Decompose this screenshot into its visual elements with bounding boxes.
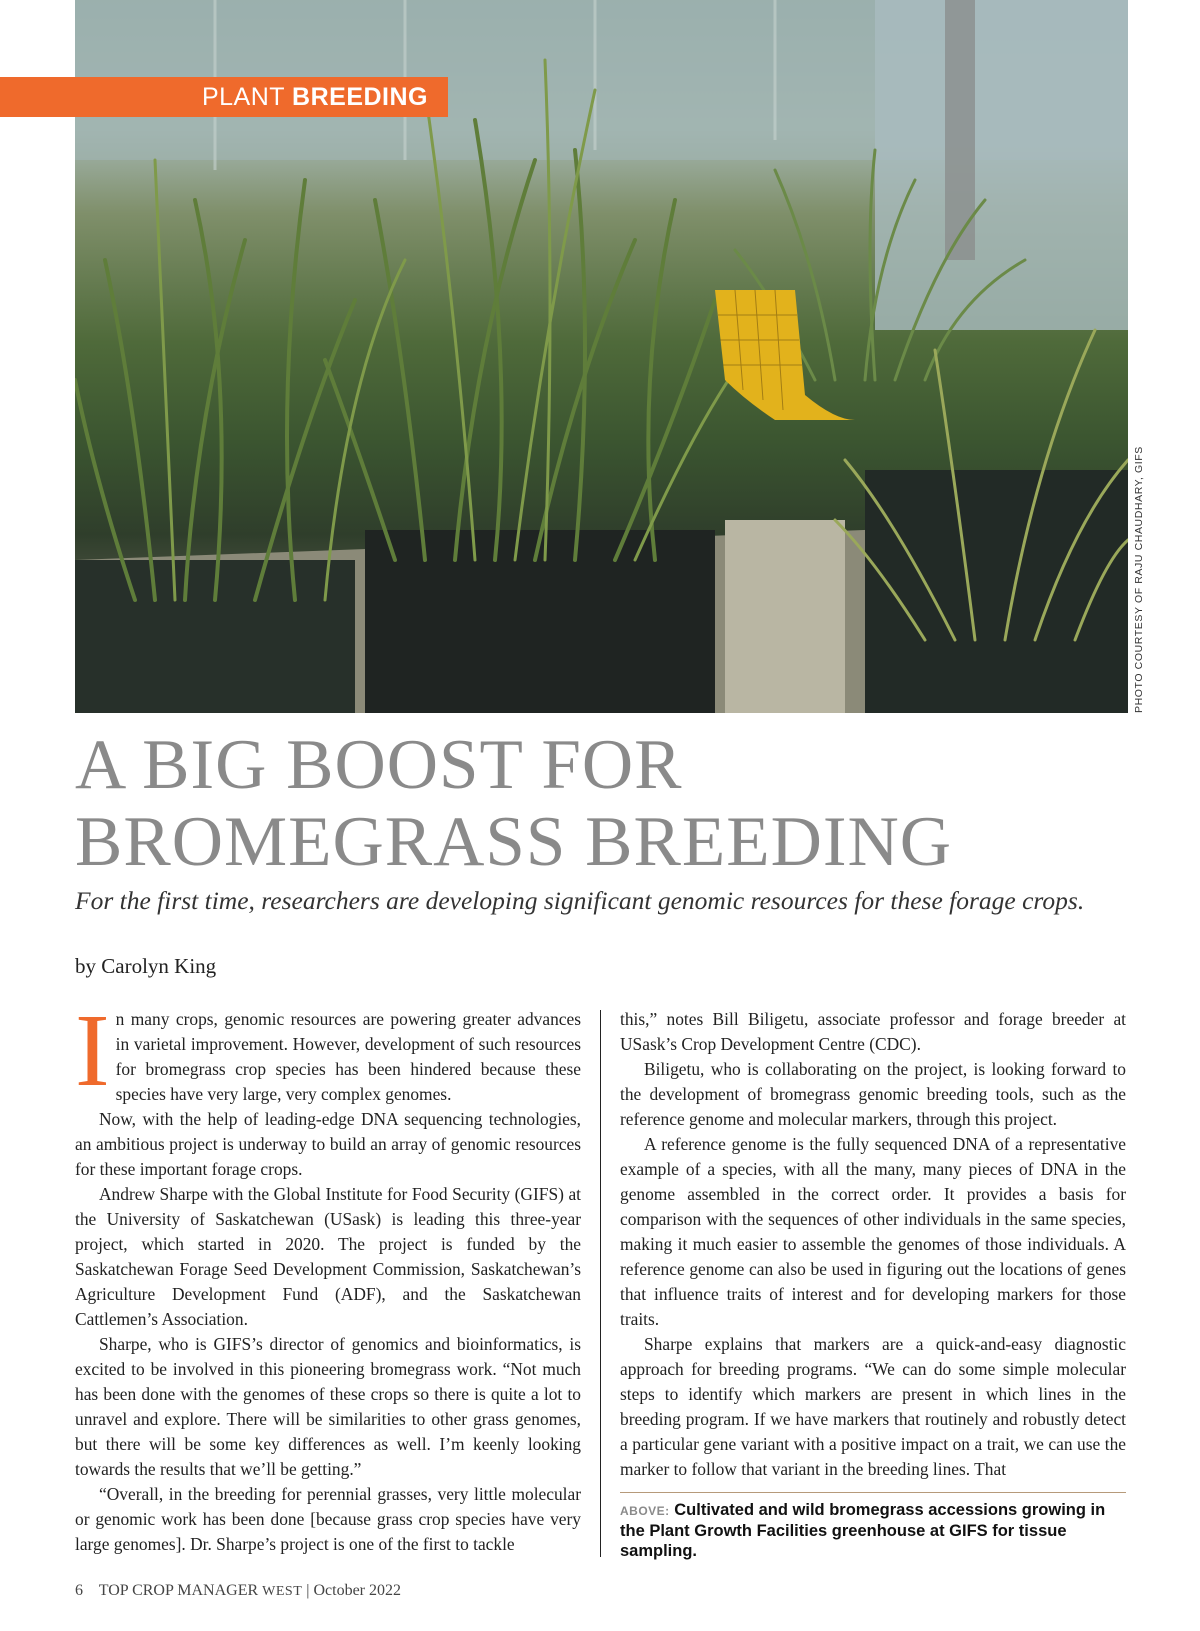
paragraph: Sharpe, who is GIFS’s director of genomics and bioinformatics, is excited to be involved in this pioneering bromegrass work. “Not much has been done with the genomes of these crops so there is quite a lot to unravel and explore. There will be similarities to other grass genomes, but there will be some key differences as well. I’m keenly looking towards the results that we’ll be getting.” bbox=[75, 1334, 581, 1479]
caption-text: Cultivated and wild bromegrass accessions growing in the Plant Growth Facilities greenhouse at GIFS for tissue sampling. bbox=[620, 1501, 1106, 1560]
section-tag-emphasis: BREEDING bbox=[292, 82, 428, 111]
page-number: 6 bbox=[75, 1582, 83, 1599]
paragraph: Biligetu, who is collaborating on the project, is looking forward to the development of bromegrass genomic breeding tools, such as the reference genome and molecular markers, through this project. bbox=[620, 1059, 1126, 1129]
photo-caption bbox=[620, 1500, 1126, 1561]
paragraph bbox=[75, 993, 581, 1108]
magazine-edition: WEST bbox=[262, 1584, 303, 1599]
article-subtitle: For the first time, researchers are developing significant genomic resources for these forage crops. bbox=[75, 886, 1085, 915]
issue-date: October 2022 bbox=[313, 1582, 401, 1599]
paragraph: A reference genome is the fully sequenced DNA of a representative example of a species, with all the many, many pieces of DNA in the genome assembled in the correct order. It provides a basis for comparison with the sequences of other individuals in the same species, making it much easier to assemble the genomes of those individuals. A reference genome can also be used in figuring out the locations of genes that influence traits of interest and for developing markers for those traits. bbox=[620, 1134, 1126, 1329]
paragraph: “Overall, in the breeding for perennial grasses, very little molecular or genomic work has been done [because grass crop species have very large genomes]. Dr. Sharpe’s project is one of the first to tackle bbox=[75, 1484, 581, 1554]
magazine-name: TOP CROP MANAGER bbox=[98, 1582, 259, 1599]
article-title bbox=[75, 727, 952, 881]
caption-rule bbox=[620, 1492, 1126, 1493]
drop-cap: I bbox=[75, 993, 110, 1108]
page-footer bbox=[75, 1582, 401, 1600]
footer-separator: | bbox=[306, 1582, 310, 1599]
paragraph: Andrew Sharpe with the Global Institute for Food Security (GIFS) at the University of Saskatchewan (USask) is leading this three-year project, which started in 2020. The project is funded by the Saskatchewan Forage Seed Development Commission, Saskatchewan’s Agriculture Development Fund (ADF), and the Saskatchewan Cattlemen’s Association. bbox=[75, 1184, 581, 1329]
column-divider bbox=[600, 1010, 601, 1557]
section-tag bbox=[0, 77, 448, 117]
title-line-1: A BIG BOOST FOR bbox=[75, 726, 683, 804]
paragraph-text: n many crops, genomic resources are powering greater advances in varietal improvement. However, development of such resources for bromegrass crop species has been hindered because these species have very large, very complex genomes. bbox=[115, 1009, 581, 1104]
paragraph: Sharpe explains that markers are a quick-and-easy diagnostic approach for breeding programs. “We can do some simple molecular steps to identify which markers are present in which lines in the breeding program. If we have markers that routinely and robustly detect a particular gene variant with a positive impact on a trait, we can use the marker to follow that variant in the breeding lines. That bbox=[620, 1334, 1126, 1479]
title-line-2: BROMEGRASS BREEDING bbox=[75, 803, 953, 881]
sticky-trap bbox=[715, 290, 855, 420]
paragraph: this,” notes Bill Biligetu, associate professor and forage breeder at USask’s Crop Development Centre (CDC). bbox=[620, 1009, 1126, 1054]
article-column-right bbox=[620, 1007, 1126, 1482]
section-tag-prefix: PLANT bbox=[201, 82, 286, 111]
paragraph: Now, with the help of leading-edge DNA sequencing technologies, an ambitious project is underway to build an array of genomic resources for these important forage crops. bbox=[75, 1109, 581, 1179]
photo-credit: PHOTO COURTESY OF RAJU CHAUDHARY, GIFS bbox=[1133, 446, 1145, 713]
byline: by Carolyn King bbox=[75, 954, 217, 978]
caption-label: ABOVE: bbox=[620, 1504, 670, 1518]
article-column-left bbox=[75, 993, 581, 1557]
